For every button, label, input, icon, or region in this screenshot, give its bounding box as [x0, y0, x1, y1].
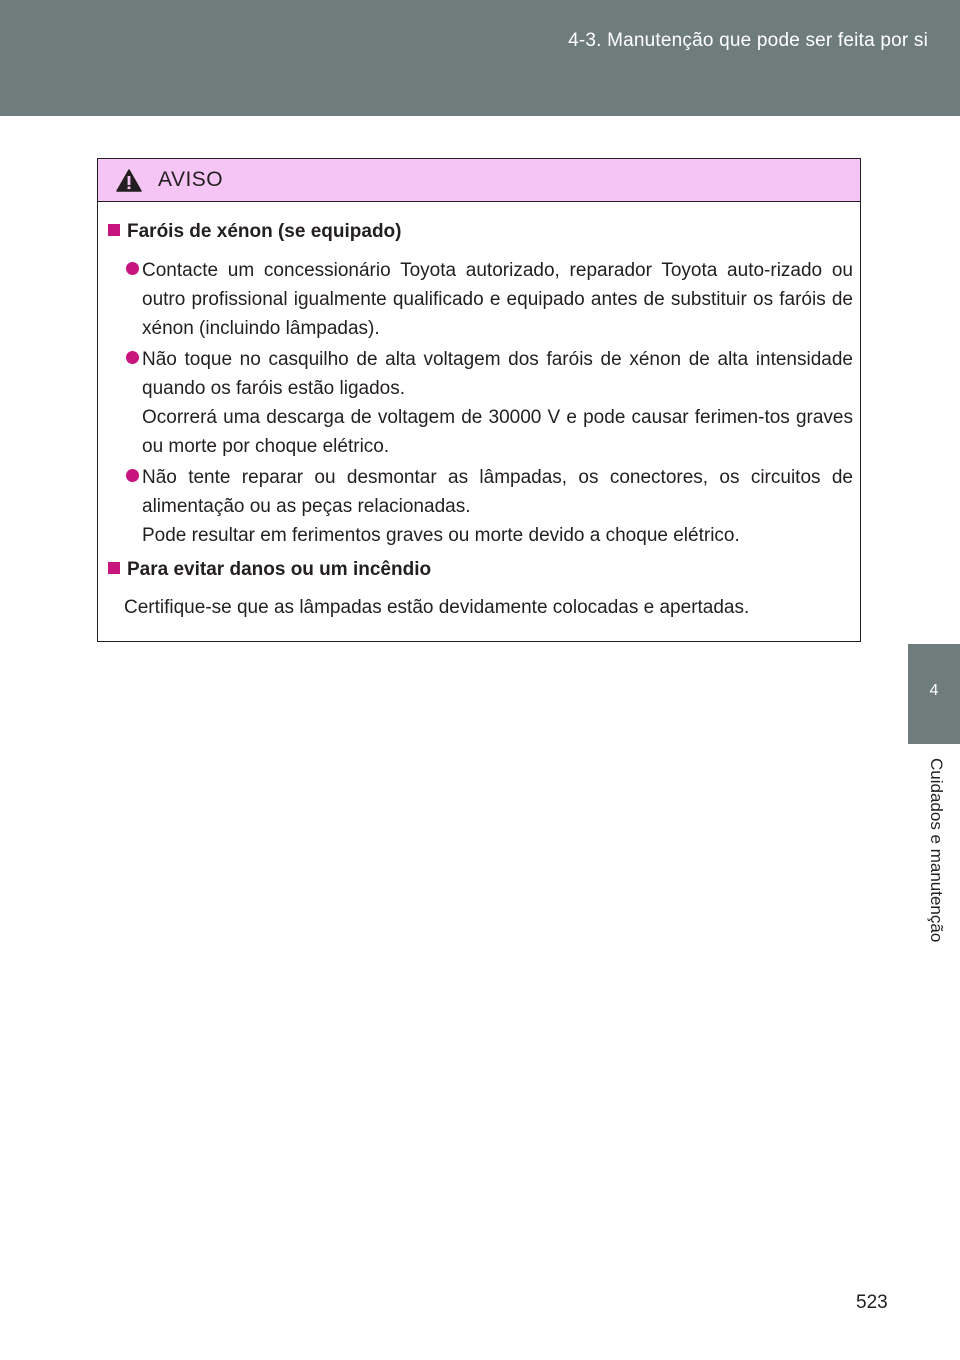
section-title: 4-3. Manutenção que pode ser feita por si — [568, 30, 928, 51]
warning-title: AVISO — [158, 168, 224, 191]
square-bullet-icon — [108, 224, 120, 236]
warning-triangle-icon — [116, 169, 142, 192]
item-text: Não toque no casquilho de alta voltagem dos faróis de xénon de alta intensidade quando os faróis estão ligados. — [142, 349, 853, 399]
list-item — [126, 256, 853, 343]
chapter-tab — [908, 644, 960, 744]
section-text: Certifique-se que as lâmpadas estão devidamente colocadas e apertadas. — [124, 597, 750, 618]
item-text: Contacte um concessionário Toyota autorizado, reparador Toyota auto-rizado ou outro profissional igualmente qualificado e equipado antes de substituir os faróis de xénon (incluindo lâmpadas). — [142, 260, 853, 339]
warning-header — [98, 159, 860, 202]
warning-box — [97, 158, 861, 642]
chapter-number: 4 — [929, 682, 939, 699]
page-header — [0, 0, 960, 116]
item-text-continuation: Ocorrerá uma descarga de voltagem de 30000 V e pode causar ferimen-tos graves ou morte por choque elétrico. — [142, 407, 853, 457]
round-bullet-icon — [126, 262, 139, 275]
section-heading-xenon — [108, 221, 402, 243]
chapter-label: Cuidados e manutenção — [927, 758, 946, 943]
item-text-continuation: Pode resultar em ferimentos graves ou morte devido a choque elétrico. — [142, 525, 740, 546]
section-heading-fire — [108, 559, 431, 581]
page-number: 523 — [856, 1292, 888, 1313]
square-bullet-icon — [108, 562, 120, 574]
round-bullet-icon — [126, 469, 139, 482]
section-heading-text: Faróis de xénon (se equipado) — [127, 221, 402, 242]
list-item — [126, 345, 853, 461]
item-text: Não tente reparar ou desmontar as lâmpadas, os conectores, os circuitos de alimentação ou as peças relacionadas. — [142, 467, 853, 517]
section-heading-text: Para evitar danos ou um incêndio — [127, 559, 432, 580]
side-tab-spacer — [908, 116, 960, 644]
round-bullet-icon — [126, 351, 139, 364]
list-item — [126, 463, 853, 550]
